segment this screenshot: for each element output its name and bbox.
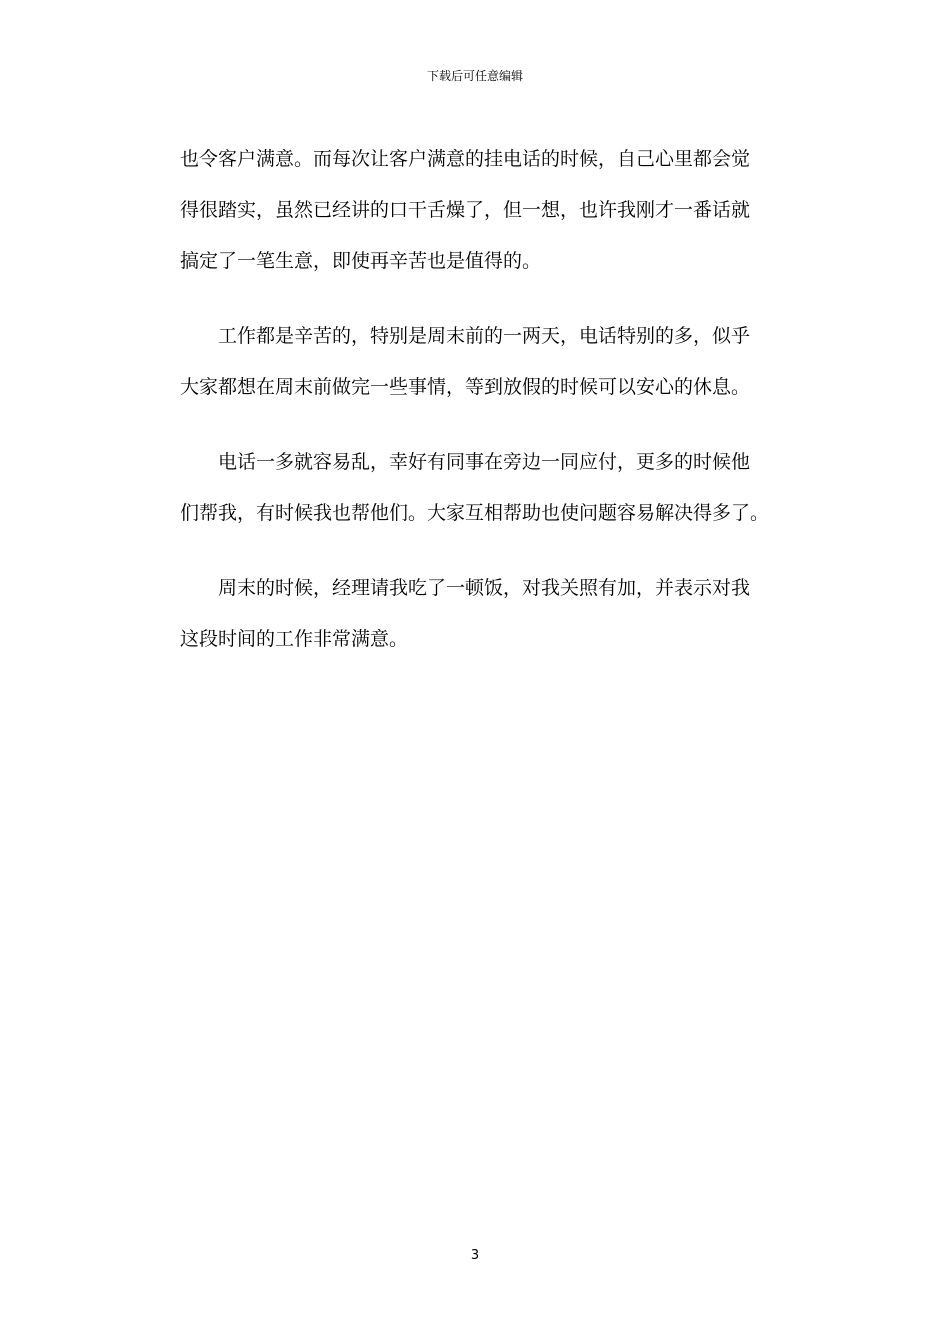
text-line: 周末的时候，经理请我吃了一顿饭，对我关照有加，并表示对我 <box>218 577 751 599</box>
text-line: 工作都是辛苦的，特别是周末前的一两天，电话特别的多，似乎 <box>218 325 751 347</box>
text-line: 们帮我，有时候我也帮他们。大家互相帮助也使问题容易解决得多了。 <box>180 502 770 524</box>
paragraph <box>180 437 770 539</box>
page-header: 下载后可任意编辑 <box>426 69 523 83</box>
text-line: 也令客户满意。而每次让客户满意的挂电话的时候，自己心里都会觉 <box>180 148 751 170</box>
text-line: 这段时间的工作非常满意。 <box>180 628 409 650</box>
text-line: 大家都想在周末前做完一些事情，等到放假的时候可以安心的休息。 <box>180 376 751 398</box>
text-line: 得很踏实，虽然已经讲的口干舌燥了，但一想，也许我刚才一番话就 <box>180 199 751 221</box>
text-line: 搞定了一笔生意，即使再辛苦也是值得的。 <box>180 250 542 272</box>
page-number: 3 <box>470 1248 480 1263</box>
document-body <box>180 134 770 689</box>
text-line: 电话一多就容易乱，幸好有同事在旁边一同应付，更多的时候他 <box>218 451 751 473</box>
paragraph <box>180 311 770 413</box>
paragraph <box>180 134 770 287</box>
paragraph <box>180 563 770 665</box>
